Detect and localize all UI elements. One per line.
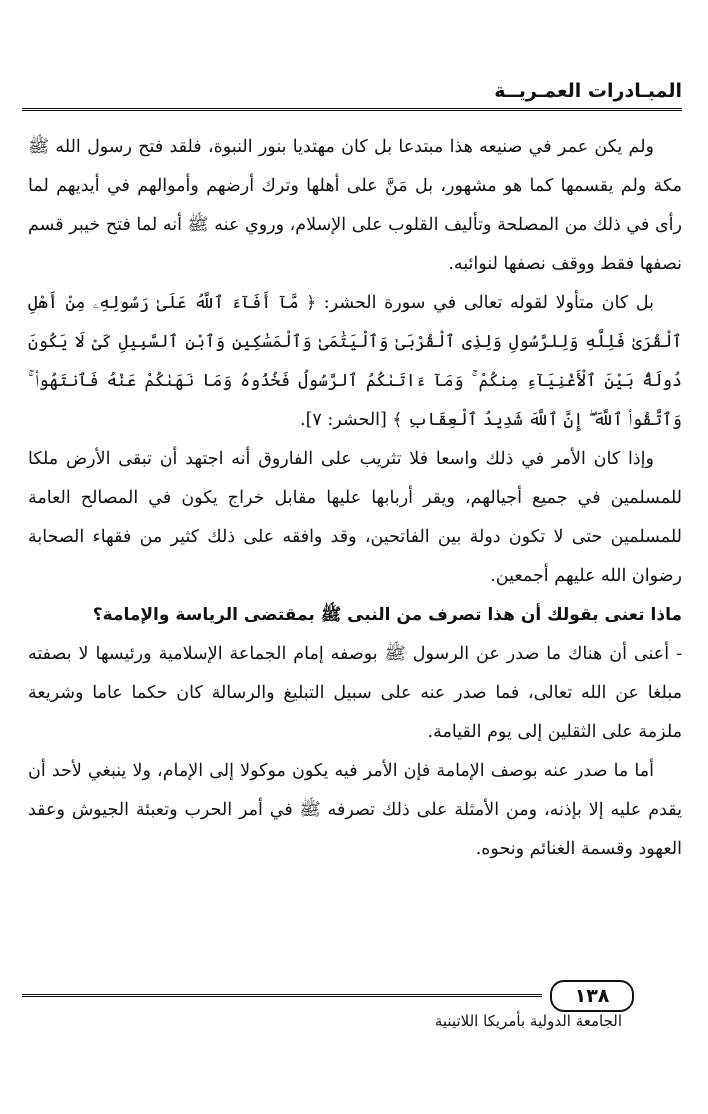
paragraph: ولم يكن عمر في صنيعه هذا مبتدعا بل كان مهتديا بنور النبوة، فلقد فتح رسول الله ﷺ مكة ولم يقسمها كما هو مشهور، بل مَنَّ على أهلها وترك أرضهم وأموالهم في أيديهم لما رأى في ذلك من المصلحة وتأليف القلوب على الإسلام، وروي عنه ﷺ أنه لما فتح خيبر قسم نصفها فقط ووقف نصفها لنوائبه. xyxy=(28,137,682,274)
footer-divider xyxy=(22,994,542,997)
publisher-name: الجامعة الدولية بأمريكا اللاتينية xyxy=(434,1012,622,1030)
paragraph-with-verse xyxy=(28,284,682,440)
paragraph: وإذا كان الأمر في ذلك واسعا فلا تثريب على الفاروق أنه اجتهد أن تبقى الأرض ملكا للمسلمين في جميع أجيالهم، ويقر أربابها عليها مقابل خراج يكون في المصالح العامة للمسلمين حتى لا تكون دولة بين الفاتحين، وقد وافقه على ذلك كثير من فقهاء الصحابة رضوان الله عليهم أجمعين. xyxy=(28,449,682,586)
page-number: ١٣٨ xyxy=(550,980,634,1012)
page-body xyxy=(28,128,682,869)
paragraph: أما ما صدر عنه بوصف الإمامة فإن الأمر فيه يكون موكولا إلى الإمام، ولا ينبغي لأحد أن يقدم عليه إلا بإذنه، ومن الأمثلة على ذلك تصرفه ﷺ في أمر الحرب وتعبئة الجيوش وعقد العهود وقسمة الغنائم ونحوه. xyxy=(28,761,682,859)
question-heading: ماذا تعنى بقولك أن هذا تصرف من النبى ﷺ بمقتضى الرياسة والإمامة؟ xyxy=(92,605,682,625)
verse-intro: بل كان متأولا لقوله تعالى في سورة الحشر: xyxy=(316,293,654,313)
answer-paragraph: - أعنى أن هناك ما صدر عن الرسول ﷺ بوصفه إمام الجماعة الإسلامية ورئيسها لا بصفته مبلغا عن الله تعالى، فما صدر عنه على سبيل التبليغ والرسالة كان حكما عاما وشريعة ملزمة على الثقلين إلى يوم القيامة. xyxy=(28,644,682,742)
header-divider xyxy=(22,108,682,111)
quran-verse: ﴿ مَّآ أَفَآءَ ٱللَّهُ عَلَىٰ رَسُولِهِۦ مِنْ أَهْلِ ٱلْقُرَىٰ فَلِلَّهِ وَلِلرَّسُولِ وَلِذِى ٱلْقُرْبَىٰ وَٱلْيَتَٰمَىٰ وَٱلْمَسَٰكِينِ وَٱبْنِ ٱلسَّبِيلِ كَىْ لَا يَكُونَ دُولَةًۢ بَيْنَ ٱلْأَغْنِيَآءِ مِنكُمْ ۚ وَمَآ ءَاتَىٰكُمُ ٱلرَّسُولُ فَخُذُوهُ وَمَا نَهَىٰكُمْ عَنْهُ فَٱنتَهُوا۟ ۚ وَٱتَّقُوا۟ ٱللَّهَ ۖ إِنَّ ٱللَّهَ شَدِيدُ ٱلْعِقَابِ ﴾ xyxy=(28,293,682,430)
running-title: المبـادرات العمـريــة xyxy=(494,80,682,102)
verse-reference: [الحشر: ٧]. xyxy=(300,410,393,430)
page-header xyxy=(22,76,682,112)
page-footer xyxy=(22,978,682,1038)
